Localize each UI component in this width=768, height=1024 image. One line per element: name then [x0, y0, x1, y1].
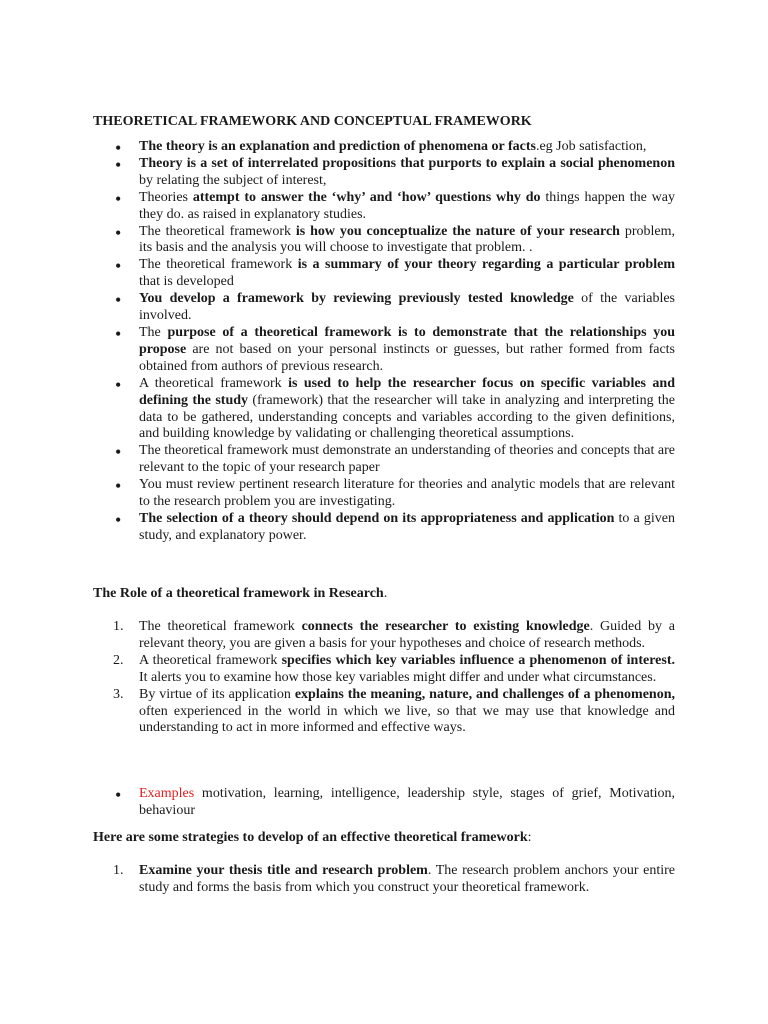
list-number: 2.	[113, 652, 124, 668]
document-title: THEORETICAL FRAMEWORK AND CONCEPTUAL FRAMEWORK	[93, 114, 532, 129]
strategies-section-heading: Here are some strategies to develop of an effective theoretical framework:	[93, 830, 532, 845]
list-item: 2. A theoretical framework specifies which key variables influence a phenomenon of interest. It alerts you to examine how those key variables might differ and under what circumstances.	[113, 652, 675, 685]
list-item: • You must review pertinent research literature for theories and analytic models that are relevant to the research problem you are investigating.	[93, 477, 675, 511]
list-item: • The purpose of a theoretical framework is to demonstrate that the relationships you propose are not based on your personal instincts or guesses, but rather formed from facts obtained from authors of previous research.	[93, 325, 675, 376]
list-number: 3.	[113, 686, 124, 702]
role-section-heading: The Role of a theoretical framework in Research.	[93, 586, 388, 601]
strategies-numbered-list	[93, 863, 675, 897]
list-item: 3. By virtue of its application explains the meaning, nature, and challenges of a phenomenon, often experienced in the world in which we live, so that we may use that knowledge and understanding to act in more informed and effective ways.	[113, 686, 675, 736]
list-item: • A theoretical framework is used to help the researcher focus on specific variables and defining the study (framework) that the researcher will take in analyzing and interpreting the data to be gathered, understanding concepts and variables according to the given definitions, and building knowledge by validating or challenging theoretical assumptions.	[93, 376, 675, 444]
list-item: • Theory is a set of interrelated propositions that purports to explain a social phenomenon by relating the subject of interest,	[93, 156, 675, 190]
list-number: 1.	[113, 619, 124, 634]
list-item: • Theories attempt to answer the ‘why’ and ‘how’ questions why do things happen the way they do. as raised in explanatory studies.	[93, 190, 675, 224]
list-item: • You develop a framework by reviewing previously tested knowledge of the variables involved.	[93, 291, 675, 325]
list-item: • The theoretical framework must demonstrate an understanding of theories and concepts that are relevant to the topic of your research paper	[93, 443, 675, 477]
list-item: 1. Examine your thesis title and research problem. The research problem anchors your entire study and forms the basis from which you construct your theoretical framework.	[113, 863, 675, 895]
role-numbered-list	[93, 619, 675, 737]
list-item: • The selection of a theory should depend on its appropriateness and application to a given study, and explanatory power.	[93, 511, 675, 545]
examples-bullet-list	[93, 786, 675, 820]
list-item: • The theoretical framework is how you conceptualize the nature of your research problem, its basis and the analysis you will choose to investigate that problem. .	[93, 224, 675, 258]
list-item: • The theoretical framework is a summary of your theory regarding a particular problem that is developed	[93, 257, 675, 291]
theory-bullet-list	[93, 139, 675, 545]
list-item: • The theory is an explanation and prediction of phenomena or facts.eg Job satisfaction,	[93, 139, 675, 156]
list-item: • Examples motivation, learning, intelligence, leadership style, stages of grief, Motivation, behaviour	[93, 786, 675, 820]
list-item: 1. The theoretical framework connects the researcher to existing knowledge. Guided by a relevant theory, you are given a basis for your hypotheses and choice of research methods.	[113, 619, 675, 651]
list-number: 1.	[113, 863, 124, 878]
examples-label: Examples	[139, 786, 195, 801]
